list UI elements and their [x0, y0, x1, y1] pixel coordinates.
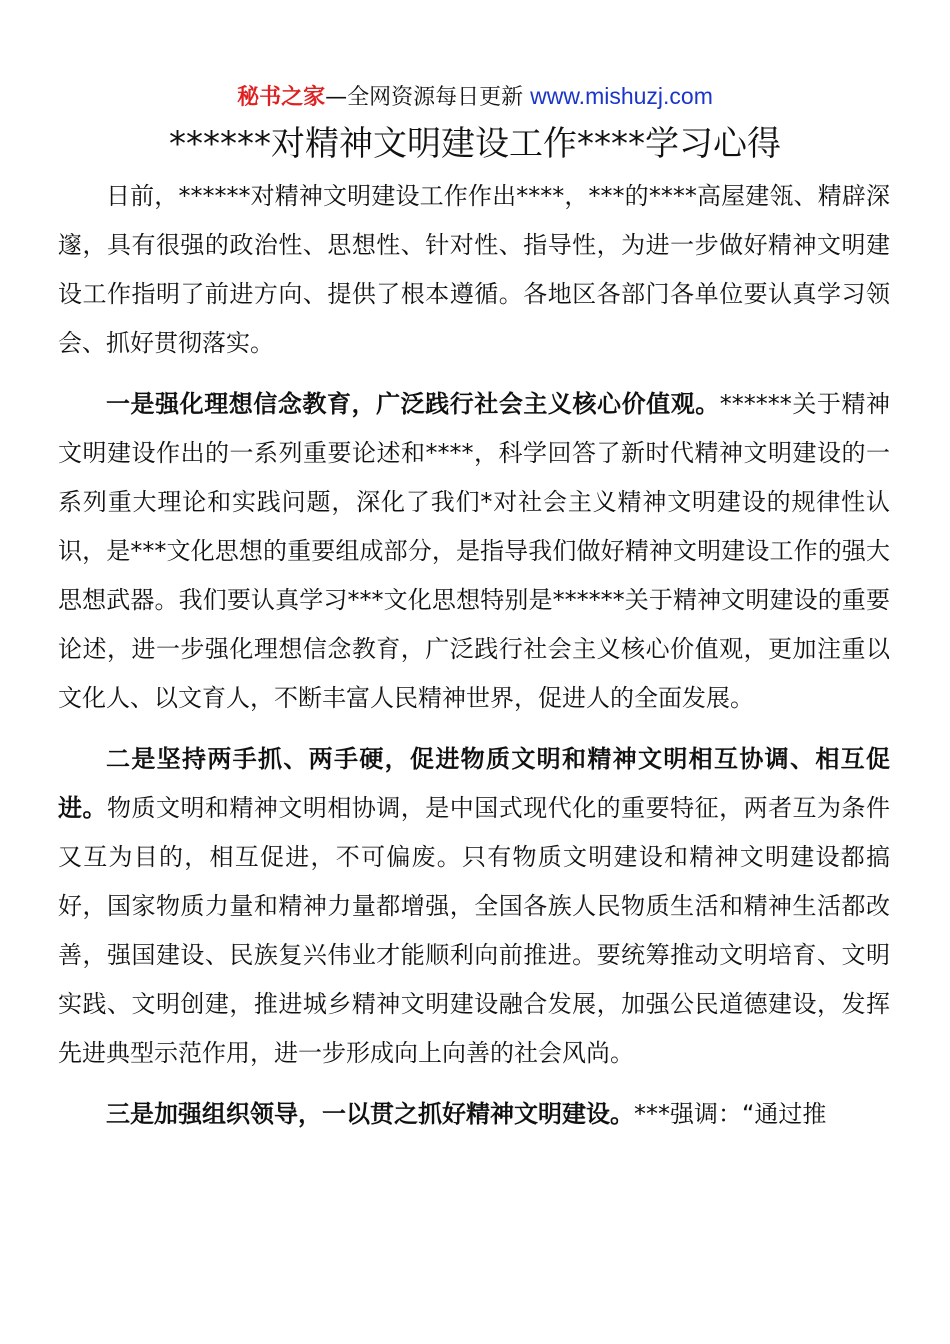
paragraph-lead: 三是加强组织领导，一以贯之抓好精神文明建设。 [106, 1100, 634, 1128]
paragraph-point-3 [58, 1090, 890, 1139]
document-title: ******对精神文明建设工作****学习心得 [169, 124, 781, 164]
document-body [58, 172, 890, 1151]
site-brand: 秘书之家 [237, 85, 326, 110]
paragraph-intro [58, 172, 890, 368]
paragraph-lead: 二是坚持两手抓、两手硬，促进物质文明和精神文明相互协调、相互促进。 [58, 745, 890, 822]
site-url-link[interactable]: www.mishuzj.com [530, 83, 713, 109]
paragraph-lead: 一是强化理想信念教育，广泛践行社会主义核心价值观。 [106, 390, 720, 418]
site-tagline: —全网资源每日更新 [325, 85, 531, 110]
paragraph-text: 物质文明和精神文明相协调，是中国式现代化的重要特征，两者互为条件又互为目的，相互促进，不可偏废。只有物质文明建设和精神文明建设都搞好，国家物质力量和精神力量都增强，全国各族人民物质生活和精神生活都改善，强国建设、民族复兴伟业才能顺利向前推进。要统筹推动文明培育、文明实践、文明创建，推进城乡精神文明建设融合发展，加强公民道德建设，发挥先进典型示范作用，进一步形成向上向善的社会风尚。 [58, 794, 891, 1067]
paragraph-point-2 [58, 735, 890, 1078]
paragraph-text: ***强调：“通过推 [634, 1100, 827, 1128]
paragraph-text: ******关于精神文明建设作出的一系列重要论述和****，科学回答了新时代精神文明建设的一系列重大理论和实践问题，深化了我们*对社会主义精神文明建设的规律性认识，是***文化思想的重要组成部分，是指导我们做好精神文明建设工作的强大思想武器。我们要认真学习***文化思想特别是******关于精神文明建设的重要论述，进一步强化理想信念教育，广泛践行社会主义核心价值观，更加注重以文化人、以文育人，不断丰富人民精神世界，促进人的全面发展。 [58, 390, 891, 712]
paragraph-text: 日前，******对精神文明建设工作作出****，***的****高屋建瓴、精辟深邃，具有很强的政治性、思想性、针对性、指导性，为进一步做好精神文明建设工作指明了前进方向、提供了根本遵循。各地区各部门各单位要认真学习领会、抓好贯彻落实。 [58, 182, 890, 357]
site-banner [0, 80, 950, 114]
paragraph-point-1 [58, 380, 890, 723]
